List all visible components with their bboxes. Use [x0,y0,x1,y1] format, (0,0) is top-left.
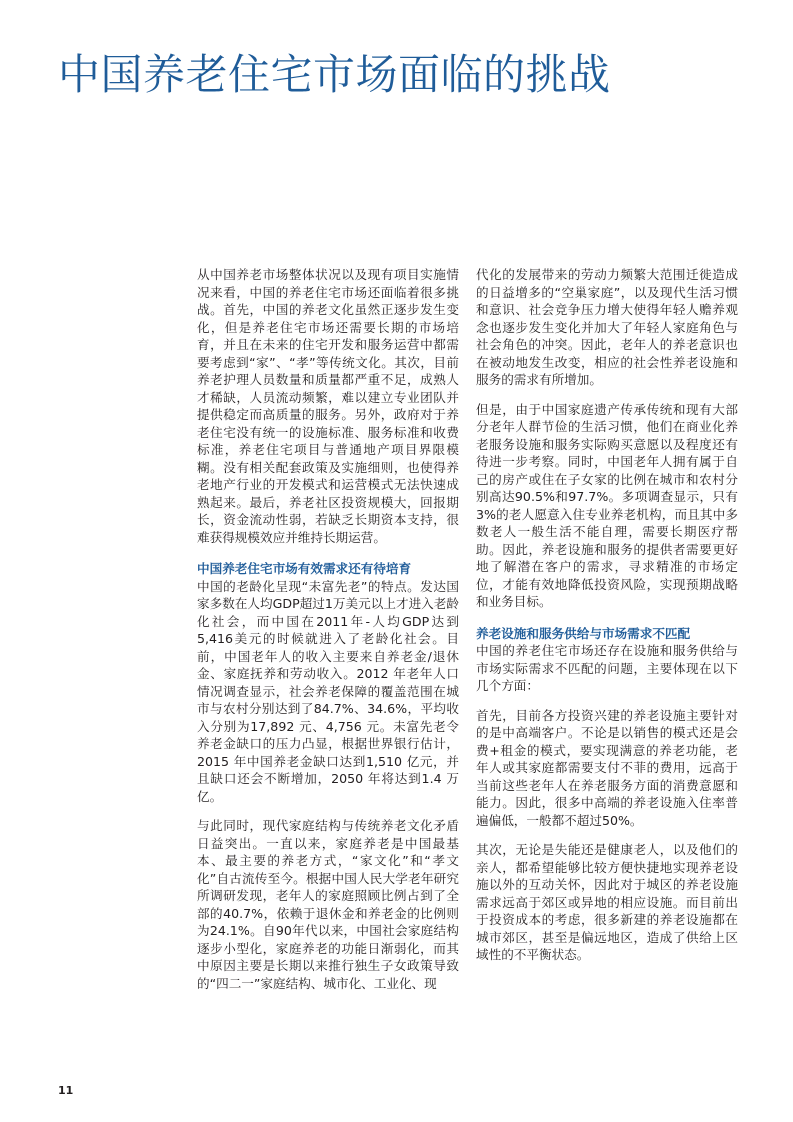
paragraph: 中国的养老住宅市场还存在设施和服务供给与市场实际需求不匹配的问题，主要体现在以下几个方面： [476,643,738,693]
paragraph: 中国的老龄化呈现“未富先老”的特点。发达国家多数在人均GDP超过1万美元以上才进入老龄化社会，而中国在2011年-人均GDP达到5,416美元的时候就进入了老龄化社会。目前，中国老年人的收入主要来自养老金/退休金、家庭抚养和劳动收入。2012 年老年人口情况调查显示，社会养老保障的覆盖范围在城市与农村分别达到了84.7%、34.6%，平均收入分别为17,892 元、4,756 元。未富先老令养老金缺口的压力凸显，根据世界银行估计，2015 年中国养老金缺口达到1,510 亿元，并且缺口还会不断增加，2050 年将达到1.4 万亿。 [197,578,459,804]
right-column [476,266,738,976]
paragraph: 首先，目前各方投资兴建的养老设施主要针对的是中高端客户。不论是以销售的模式还是会费+租金的模式，要实现满意的养老功能，老年人或其家庭都需要支付不菲的费用，远高于当前这些老年人在养老服务方面的消费意愿和能力。因此，很多中高端的养老设施入住率普遍偏低，一般都不超过50%。 [476,707,738,828]
page-title: 中国养老住宅市场面临的挑战 [58,50,611,99]
paragraph: 但是，由于中国家庭遗产传承传统和现有大部分老年人群节俭的生活习惯，他们在商业化养老服务设施和服务实际购买意愿以及程度还有待进一步考察。同时，中国老年人拥有属于自己的房产或住在子女家的比例在城市和农村分别高达90.5%和97.7%。多项调查显示，只有3%的老人愿意入住专业养老机构，而且其中多数老人一般生活不能自理，需要长期医疗帮助。因此，养老设施和服务的提供者需要更好地了解潜在客户的需求，寻求精准的市场定位，才能有效地降低投资风险，实现预期战略和业务目标。 [476,401,738,609]
section-heading-supply-mismatch: 养老设施和服务供给与市场需求不匹配 [476,625,691,641]
paragraph: 与此同时，现代家庭结构与传统养老文化矛盾日益突出。一直以来，家庭养老是中国最基本、最主要的养老方式，“家文化”和“孝文化”自古流传至今。根据中国人民大学老年研究所调研发现，老年人的家庭照顾比例占到了全部的40.7%，依赖于退休金和养老金的比例则为24.1%。自90年代以来，中国社会家庭结构逐步小型化，家庭养老的功能日渐弱化，而其中原因主要是长期以来推行独生子女政策导致的“四二一”家庭结构、城市化、工业化、现 [197,818,459,991]
left-column [197,266,459,1004]
intro-paragraph: 从中国养老市场整体状况以及现有项目实施情况来看，中国的养老住宅市场还面临着很多挑战。首先，中国的养老文化虽然正逐步发生变化，但是养老住宅市场还需要长期的市场培育，并且在未来的住宅开发和服务运营中都需要考虑到“家”、“孝”等传统文化。其次，目前养老护理人员数量和质量都严重不足，成熟人才稀缺，人员流动频繁，难以建立专业团队并提供稳定而高质量的服务。另外，政府对于养老住宅没有统一的设施标准、服务标准和收费标准，养老住宅项目与普通地产项目界限模糊。没有相关配套政策及实施细则，也使得养老地产行业的开发模式和运营模式无法快速成熟起来。最后，养老社区投资规模大，回报期长，资金流动性弱，若缺乏长期资本支持，很难获得规模效应并维持长期运营。 [197,267,459,545]
paragraph: 其次，无论是失能还是健康老人，以及他们的亲人，都希望能够比较方便快捷地实现养老设施以外的互动关怀，因此对于城区的养老设施需求远高于郊区或异地的相应设施。而目前出于投资成本的考虑，很多新建的养老设施都在城市郊区，甚至是偏远地区，造成了供给上区域性的不平衡状态。 [476,842,738,962]
section-heading-demand: 中国养老住宅市场有效需求还有待培育 [197,561,412,576]
page-number: 11 [58,1084,74,1097]
paragraph: 代化的发展带来的劳动力频繁大范围迁徙造成的日益增多的“空巢家庭”，以及现代生活习惯和意识、社会竞争压力增大使得年轻人赡养观念也逐步发生变化并加大了年轻人家庭角色与社会角色的冲突。因此，老年人的养老意识也在被动地发生改变，相应的社会性养老设施和服务的需求有所增加。 [476,267,738,387]
